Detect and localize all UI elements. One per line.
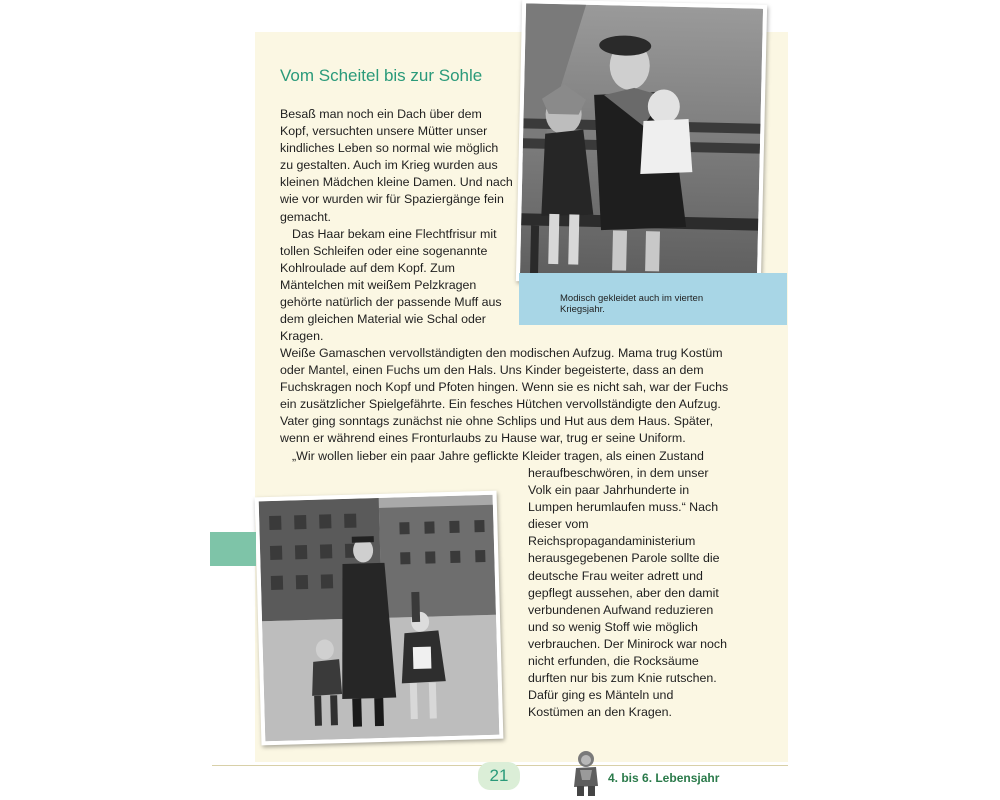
text-column-top bbox=[280, 106, 514, 345]
text-column-bottom bbox=[528, 465, 728, 721]
paragraph-2: Das Haar bekam eine Flechtfrisur mit tollen Schleifen oder eine sogenannte Kohlroulade auf dem Kopf. Zum Mäntelchen mit weißem Pelzkragen gehörte natürlich der passende Muff aus dem gleichen Material wie Schal oder Kragen. bbox=[280, 226, 502, 344]
accent-block bbox=[210, 532, 256, 566]
article-title: Vom Scheitel bis zur Sohle bbox=[280, 66, 483, 85]
photo-mother-with-children bbox=[516, 0, 767, 287]
photo-father-with-children bbox=[255, 491, 504, 746]
photo-street-image bbox=[259, 495, 500, 741]
quote-start: „Wir wollen lieber ein paar Jahre geflickte Kleider tragen, als einen Zustand bbox=[292, 448, 704, 463]
photo-bench-image bbox=[520, 3, 763, 282]
page-number: 21 bbox=[478, 762, 520, 790]
text-full-width bbox=[280, 345, 730, 465]
paragraph-3: Weiße Gamaschen vervollständigten den modischen Aufzug. Mama trug Kostüm oder Mantel, einen Fuchs um den Hals. Uns Kinder begeisterte, dass an dem Fuchskragen noch Kopf und Pfoten hingen. Wenn sie es nicht sah, war der Fuchs ein zusätzlicher Spielgefährte. Ein fesches Hütchen vervollständigte den Aufzug. Vater ging sonntags zunächst nie ohne Schlips und Hut aus dem Haus. Später, wenn er während eines Fronturlaubs zu Hause war, trug er seine Uniform. bbox=[280, 346, 729, 446]
figurine-icon bbox=[568, 750, 602, 798]
chapter-label: 4. bis 6. Lebensjahr bbox=[608, 771, 720, 785]
photo-caption: Modisch gekleidet auch im vierten Kriegsjahr. bbox=[560, 293, 704, 315]
paragraph-4: heraufbeschwören, in dem unser Volk ein paar Jahrhunderte in Lumpen herumlaufen muss.“ Nach dieser vom Reichspropagandaministerium herausgegebenen Parole sollte die deutsche Frau weiter adrett und gepflegt aussehen, aber den damit verbundenen Aufwand reduzieren und so wenig Stoff wie möglich verbrauchen. Der Minirock war noch nicht erfunden, die Rocksäume durften nur bis zum Knie rutschen. Dafür ging es Mänteln und Kostümen an den Kragen. bbox=[528, 466, 728, 720]
paragraph-1: Besaß man noch ein Dach über dem Kopf, versuchten unsere Mütter unser kindliches Leben so normal wie möglich zu gestalten. Auch im Krieg wurden aus kleinen Mädchen kleine Damen. Und nach wie vor wurden wir für Spaziergänge fein gemacht. bbox=[280, 107, 513, 224]
